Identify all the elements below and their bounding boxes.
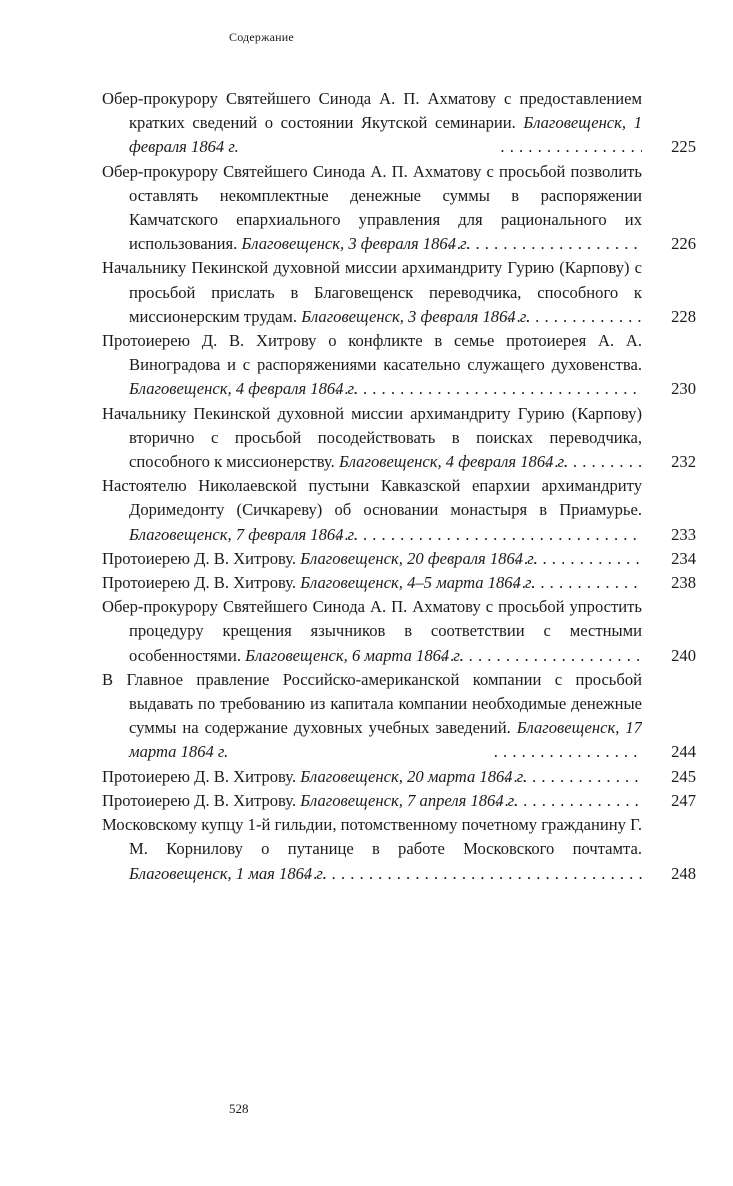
toc-entry-text bbox=[102, 402, 642, 475]
table-of-contents bbox=[102, 87, 696, 886]
toc-entry bbox=[102, 474, 696, 547]
entry-place-date: Благовещенск, 17 марта 1864 г. . . . bbox=[129, 718, 642, 761]
entry-title: Протоиерею Д. В. Хитрову. bbox=[102, 790, 297, 810]
entry-page-number: 234 bbox=[671, 548, 696, 568]
entry-page-number: 238 bbox=[671, 573, 696, 593]
entry-title: Протоиерею Д. В. Хитрову. bbox=[102, 766, 297, 786]
toc-entry-text bbox=[102, 595, 642, 668]
entry-title: Обер-прокурору Святейшего Синода А. П. Ахматову с просьбой упростить процедуру крещения язычников в соответствии с местными особенностями. bbox=[102, 597, 642, 665]
toc-entry-text bbox=[102, 329, 642, 402]
entry-place-date: Благовещенск, 3 февраля 1864 г. . . . bbox=[242, 234, 471, 253]
toc-entry-text bbox=[102, 87, 642, 160]
toc-entry-text bbox=[102, 547, 642, 571]
entry-place-date: Благовещенск, 4 февраля 1864 г. . . . bbox=[129, 379, 358, 398]
entry-page-number: 245 bbox=[671, 766, 696, 786]
toc-entry bbox=[102, 595, 696, 668]
toc-entry bbox=[102, 402, 696, 475]
entry-place-date: Благовещенск, 4 февраля 1864 г. . . . bbox=[339, 452, 568, 471]
entry-place-date: Благовещенск, 1 февраля 1864 г. . . . bbox=[129, 113, 642, 156]
entry-title: Протоиерею Д. В. Хитрову. bbox=[102, 573, 297, 593]
page-number: 528 bbox=[229, 1101, 249, 1116]
entry-place-date: Благовещенск, 7 февраля 1864 г. . . . bbox=[129, 525, 358, 544]
toc-entry bbox=[102, 571, 696, 595]
toc-entry bbox=[102, 256, 696, 329]
entry-page-number: 244 bbox=[671, 742, 696, 762]
toc-entry bbox=[102, 789, 696, 813]
entry-title: Обер-прокурору Святейшего Синода А. П. Ахматову с просьбой позволить оставлять некомплектные денежные суммы в распоряжении Камчатского епархиального управления для рационального их использования. bbox=[102, 161, 642, 254]
toc-entry-text bbox=[102, 256, 642, 329]
toc-entry-text bbox=[102, 474, 642, 547]
entry-title: Московскому купцу 1-й гильдии, потомственному почетному гражданину Г. М. Корнилову о путанице в работе Московского почтамта. bbox=[102, 815, 642, 859]
toc-entry bbox=[102, 765, 696, 789]
entry-page-number: 228 bbox=[671, 306, 696, 326]
entry-title: Начальнику Пекинской духовной миссии архимандриту Гурию (Карпову) с просьбой прислать в Благовещенск переводчика, способного к миссионерским трудам. bbox=[102, 258, 642, 326]
running-head: Содержание bbox=[229, 30, 294, 44]
entry-page-number: 233 bbox=[671, 524, 696, 544]
entry-title: В Главное правление Российско-американской компании с просьбой выдавать по требованию из капитала компании необходимые денежные суммы на содержание духовных учебных заведений. bbox=[102, 669, 642, 738]
entry-page-number: 247 bbox=[671, 790, 696, 810]
toc-entry bbox=[102, 87, 696, 160]
toc-entry-text bbox=[102, 765, 642, 789]
entry-title: Начальнику Пекинской духовной миссии архимандриту Гурию (Карпову) вторично с просьбой посодействовать в поисках переводчика, способного к миссионерству. bbox=[102, 403, 642, 472]
entry-place-date: Благовещенск, 7 апреля 1864 г. . . . bbox=[300, 791, 518, 810]
toc-entry bbox=[102, 547, 696, 571]
toc-entry-text bbox=[102, 668, 642, 765]
entry-place-date: Благовещенск, 20 марта 1864 г. . . . bbox=[300, 767, 527, 786]
entry-title: Протоиерею Д. В. Хитрову о конфликте в семье протоиерея А. А. Виноградова и с распоряжениями касательно служащего духовенства. bbox=[102, 331, 642, 375]
entry-title: Протоиерею Д. В. Хитрову. bbox=[102, 548, 297, 568]
entry-title: Настоятелю Николаевской пустыни Кавказской епархии архимандриту Доримедонту (Сичкареву) об основании монастыря в Приамурье. bbox=[102, 476, 642, 520]
toc-entry bbox=[102, 160, 696, 257]
toc-entry bbox=[102, 329, 696, 402]
entry-page-number: 232 bbox=[671, 452, 696, 472]
entry-place-date: Благовещенск, 1 мая 1864 г. . . . bbox=[129, 864, 327, 883]
entry-page-number: 248 bbox=[671, 863, 696, 883]
toc-entry-text bbox=[102, 813, 642, 886]
toc-entry bbox=[102, 668, 696, 765]
entry-place-date: Благовещенск, 20 февраля 1864 г. . . . bbox=[300, 549, 537, 568]
entry-page-number: 226 bbox=[671, 234, 696, 254]
toc-entry-text bbox=[102, 160, 642, 257]
entry-title: Обер-прокурору Святейшего Синода А. П. Ахматову с предоставлением кратких сведений о состоянии Якутской семинарии. bbox=[102, 89, 642, 133]
entry-page-number: 240 bbox=[671, 645, 696, 665]
entry-place-date: Благовещенск, 6 марта 1864 г. . . . bbox=[245, 646, 464, 665]
entry-place-date: Благовещенск, 4–5 марта 1864 г. . . . bbox=[300, 573, 535, 592]
entry-page-number: 225 bbox=[671, 137, 696, 157]
toc-entry-text bbox=[102, 571, 642, 595]
entry-page-number: 230 bbox=[671, 379, 696, 399]
entry-place-date: Благовещенск, 3 февраля 1864 г. . . . bbox=[301, 307, 530, 326]
toc-entry-text bbox=[102, 789, 642, 813]
toc-entry bbox=[102, 813, 696, 886]
